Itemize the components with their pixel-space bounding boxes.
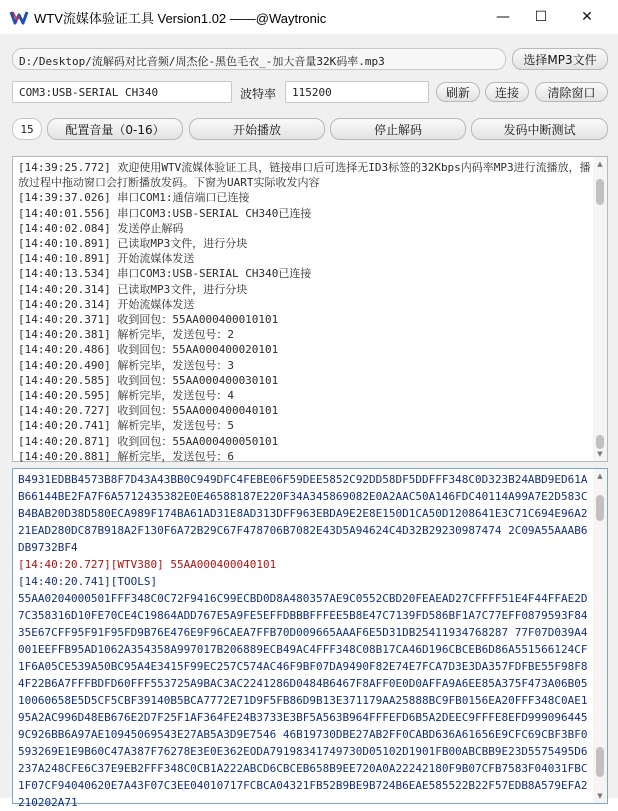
log-line: [14:40:20.871] 收到回包：55AA000400050101 [18, 434, 279, 448]
serial-port-select[interactable] [12, 81, 232, 103]
clear-window-button[interactable]: 清除窗口 [535, 82, 608, 102]
baud-rate-label: 波特率 [240, 87, 277, 101]
scroll-thumb[interactable] [596, 179, 604, 205]
scroll-thumb-lower[interactable] [596, 747, 604, 777]
start-play-button[interactable]: 开始播放 [189, 118, 325, 140]
log-textbox[interactable] [12, 156, 608, 462]
log-line: [14:40:20.490] 解析完毕，发送包号：3 [18, 358, 234, 372]
configure-volume-button[interactable]: 配置音量（0-16） [47, 118, 183, 140]
log-line: [14:40:10.891] 已读取MP3文件，进行分块 [18, 237, 248, 251]
log-line: [14:40:01.556] 串口COM3:USB-SERIAL CH340已连接 [18, 206, 312, 220]
waytronic-logo-icon [10, 9, 28, 25]
uart-block-1: B4931EDBB4573B8F7D43A43BB0C949DFC4FEBE06F59DEE5852C92DD58DF5DDFFF348C0D323B24ABD9ED61AB66144BE2FA7F6A5712435382E0E46588187E220F34A345869082E0A2AAC50A146FDC40114A99A7E2D583CB4BAB20D38D580ECA989F174BA61AD31E8AD313DFF963EBDA9E2E8E150D1CA50D1208641E3C71C694E96A221EAD280DC87B918A2F130F6A72B29C67F478706B7082E43D5A94624C4D32B29230987474 2C09A55AAAB6DB9732BF4 [18, 473, 588, 554]
interrupt-test-button[interactable]: 发码中断测试 [471, 118, 608, 140]
maximize-button[interactable] [518, 0, 564, 34]
log-line: [14:40:20.741] 解析完毕，发送包号：5 [18, 419, 234, 433]
log-line: [14:40:20.486] 收到回包：55AA000400020101 [18, 343, 279, 357]
scroll-down-icon[interactable]: ▼ [597, 792, 603, 800]
scroll-thumb[interactable] [596, 495, 604, 521]
client-area [0, 34, 618, 809]
file-path-field[interactable]: D:/Desktop/流解码对比音频/周杰伦-黑色毛衣_-加大音量32K码率.mp3 [12, 48, 506, 70]
baud-rate-field[interactable]: 115200 [285, 81, 429, 103]
uart-tx-header: [14:40:20.741][TOOLS] [18, 575, 158, 588]
log-line: [14:39:37.026] 串口COM1:通信端口已连接 [18, 191, 250, 205]
log-line: [14:40:10.891] 开始流媒体发送 [18, 252, 195, 266]
uart-block-2: 55AA0204000501FFF348C0C72F9416C99ECBD0D8A480357AE9C0552CBD20FEAEAD27CFFFF51E4F44FFAE2D7C358316D10FE70CE4C19864ADD767E5A9FE5EFFDBBBFFFEE5B8E47C7139FD586BF1A7C77EFF0879593F8435E67CFF95F91F95FD9B76E476E9F96CAEA7FFB70D009665AAAF6E5D31DB25411934768287 77F07D039A4001EEFFB95AD1062A354358A997017B206889ECB49AC4FFF348C08B17CA46D196CBCEB6D86A551566124CF1F6A05CE539A50BC95A4E3415F99EC257C574AC46F9BF07DA9490F82E74E7FCA7D3E3DA357FDFBE55F98F84F22B6A7FFFBDFD60FFF553725A9BAC3AC2241286D0484B6467F8AFF0E0D0AFFA9A6EE85A375F473A06B0510060658E5D5CF5CBF39140B5BCA7772E71D9F5FB86D9B13E371179AA25888BC9FB0156EA20FFF348C0AE195A2AC996D48EB676E2D7F25F1AF364FE24B3733E3BF5A563B964FFFEFD6B5A2DEEC9FFFE8EFD9990964459C926BB6A97AE10945069543E27AB5A3D9E7546 46B19730DBE27AB2FF0CABD636A61656E9CFC69CBF3BF0593269E1E9B60C47A387F76278E3E0E362EODA79198341749730D05102D1901FB00ABCBB9E23D5575495D6237A248CFE6C37E9EB2FFF348C0CB1A222ABCD6CBCEB658B9EE720A0A22242180F9B07CFB7583F04031FBC1F07CF94040620E7A43F07C3EE04010717FCBCA04321FB52B9BE9B724B6EAE585522B22F57EDB8A579EFA2210202A71 [18, 592, 588, 809]
minimize-icon: — [496, 9, 510, 25]
stop-decode-button[interactable]: 停止解码 [330, 118, 466, 140]
title-bar[interactable] [0, 0, 618, 34]
log-scrollbar[interactable] [593, 157, 607, 461]
log-line: [14:40:02.084] 发送停止解码 [18, 221, 184, 235]
window-title: WTV流媒体验证工具 Version1.02 ——@Waytronic [34, 11, 327, 26]
maximize-icon: ☐ [534, 9, 548, 25]
log-line: [14:40:20.595] 解析完毕，发送包号：4 [18, 389, 234, 403]
log-line: [14:40:20.371] 收到回包：55AA000400010101 [18, 313, 279, 327]
connect-button[interactable]: 连接 [485, 82, 529, 102]
close-button[interactable] [564, 0, 610, 34]
select-mp3-button[interactable]: 选择MP3文件 [512, 48, 608, 70]
scroll-up-icon[interactable]: ▲ [597, 472, 603, 480]
log-line: [14:40:20.314] 已读取MP3文件，进行分块 [18, 282, 248, 296]
log-line: [14:40:13.534] 串口COM3:USB-SERIAL CH340已连接 [18, 267, 312, 281]
uart-textbox[interactable] [12, 468, 608, 809]
uart-rx-line: [14:40:20.727][WTV380] 55AA000400040101 [18, 558, 277, 571]
close-icon: ✕ [581, 9, 593, 25]
log-line: [14:40:20.881] 解析完毕，发送包号：6 [18, 449, 234, 463]
refresh-button[interactable]: 刷新 [436, 82, 480, 102]
log-line: [14:40:20.727] 收到回包：55AA000400040101 [18, 404, 279, 418]
log-line: [14:40:20.381] 解析完毕，发送包号：2 [18, 328, 234, 342]
uart-scrollbar[interactable] [593, 469, 607, 803]
log-line: [14:39:25.772] 欢迎使用WTV流媒体验证工具，链接串口后可选择无ID3标签的32Kbps内码率MP3进行流播放，播放过程中拖动窗口会打断播放发码。下窗为UART实际收发内容 [18, 161, 591, 190]
serial-port-value: COM3:USB-SERIAL CH340 [19, 86, 159, 99]
volume-input[interactable]: 15 [12, 118, 42, 140]
log-line: [14:40:20.314] 开始流媒体发送 [18, 297, 195, 311]
log-lines [18, 160, 594, 464]
uart-content [18, 471, 594, 811]
scroll-up-icon[interactable]: ▲ [597, 160, 603, 168]
log-line: [14:40:20.585] 收到回包：55AA000400030101 [18, 373, 279, 387]
scroll-down-icon[interactable]: ▼ [597, 450, 603, 458]
